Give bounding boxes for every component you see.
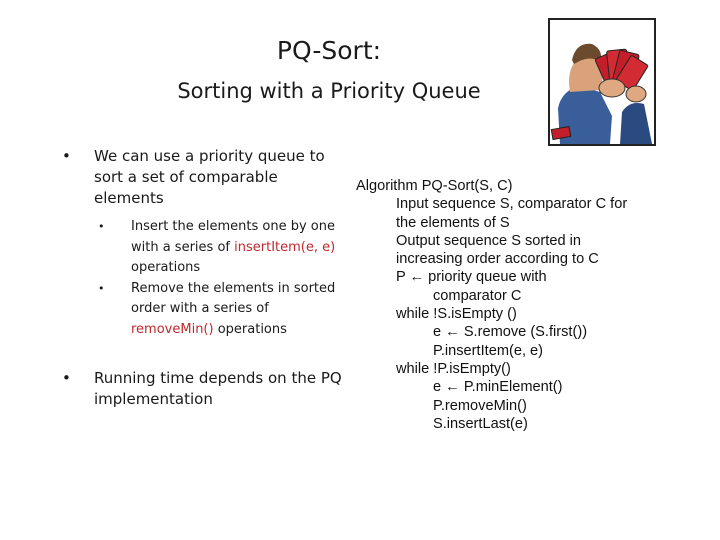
- bullet-icon: •: [62, 369, 71, 387]
- bullet-text: We can use a priority queue to sort a set of comparable elements: [94, 147, 325, 207]
- hand-holding-cards-icon: [548, 18, 656, 146]
- algo-line: while !S.isEmpty (): [396, 306, 517, 323]
- list-item: [98, 217, 352, 279]
- algo-line: comparator C: [433, 287, 522, 304]
- bullet-icon: •: [62, 147, 71, 165]
- algorithm-pseudocode: [356, 177, 706, 433]
- list-item: [62, 368, 352, 410]
- algo-line: e ← S.remove (S.first()): [433, 324, 588, 341]
- bullet-text: operations: [131, 260, 201, 275]
- algo-line: while !P.isEmpty(): [396, 360, 511, 377]
- slide-title: PQ-Sort:: [276, 36, 382, 65]
- algo-line: increasing order according to C: [396, 251, 599, 268]
- bullet-text: Insert the elements one by one with a series of: [131, 219, 335, 255]
- slide-subtitle: Sorting with a Priority Queue: [177, 79, 481, 103]
- list-item: [62, 146, 352, 209]
- algo-line: S.insertLast(e): [433, 415, 528, 432]
- algo-line: Output sequence S sorted in: [396, 232, 581, 249]
- bullet-icon: •: [98, 220, 105, 233]
- bullet-text: operations: [213, 321, 287, 337]
- list-item: [98, 279, 352, 341]
- algo-line: P.removeMin(): [433, 397, 527, 414]
- bullet-icon: •: [98, 281, 105, 295]
- algo-line: P ← priority queue with: [396, 269, 547, 286]
- bullet-list: [62, 146, 352, 410]
- bullet-text: Running time depends on the PQ implementation: [94, 369, 342, 408]
- bullet-text: Remove the elements in sorted order with a series of: [131, 280, 336, 316]
- code-insert-item: insertItem(e, e): [234, 239, 336, 255]
- algo-line: the elements of S: [396, 214, 510, 231]
- algo-line: P.insertItem(e, e): [433, 342, 544, 359]
- algo-line: Algorithm PQ-Sort(S, C): [356, 178, 513, 194]
- algo-line: e ← P.minElement(): [433, 379, 563, 396]
- algo-line: Input sequence S, comparator C for: [396, 196, 628, 213]
- code-remove-min: removeMin(): [131, 321, 214, 337]
